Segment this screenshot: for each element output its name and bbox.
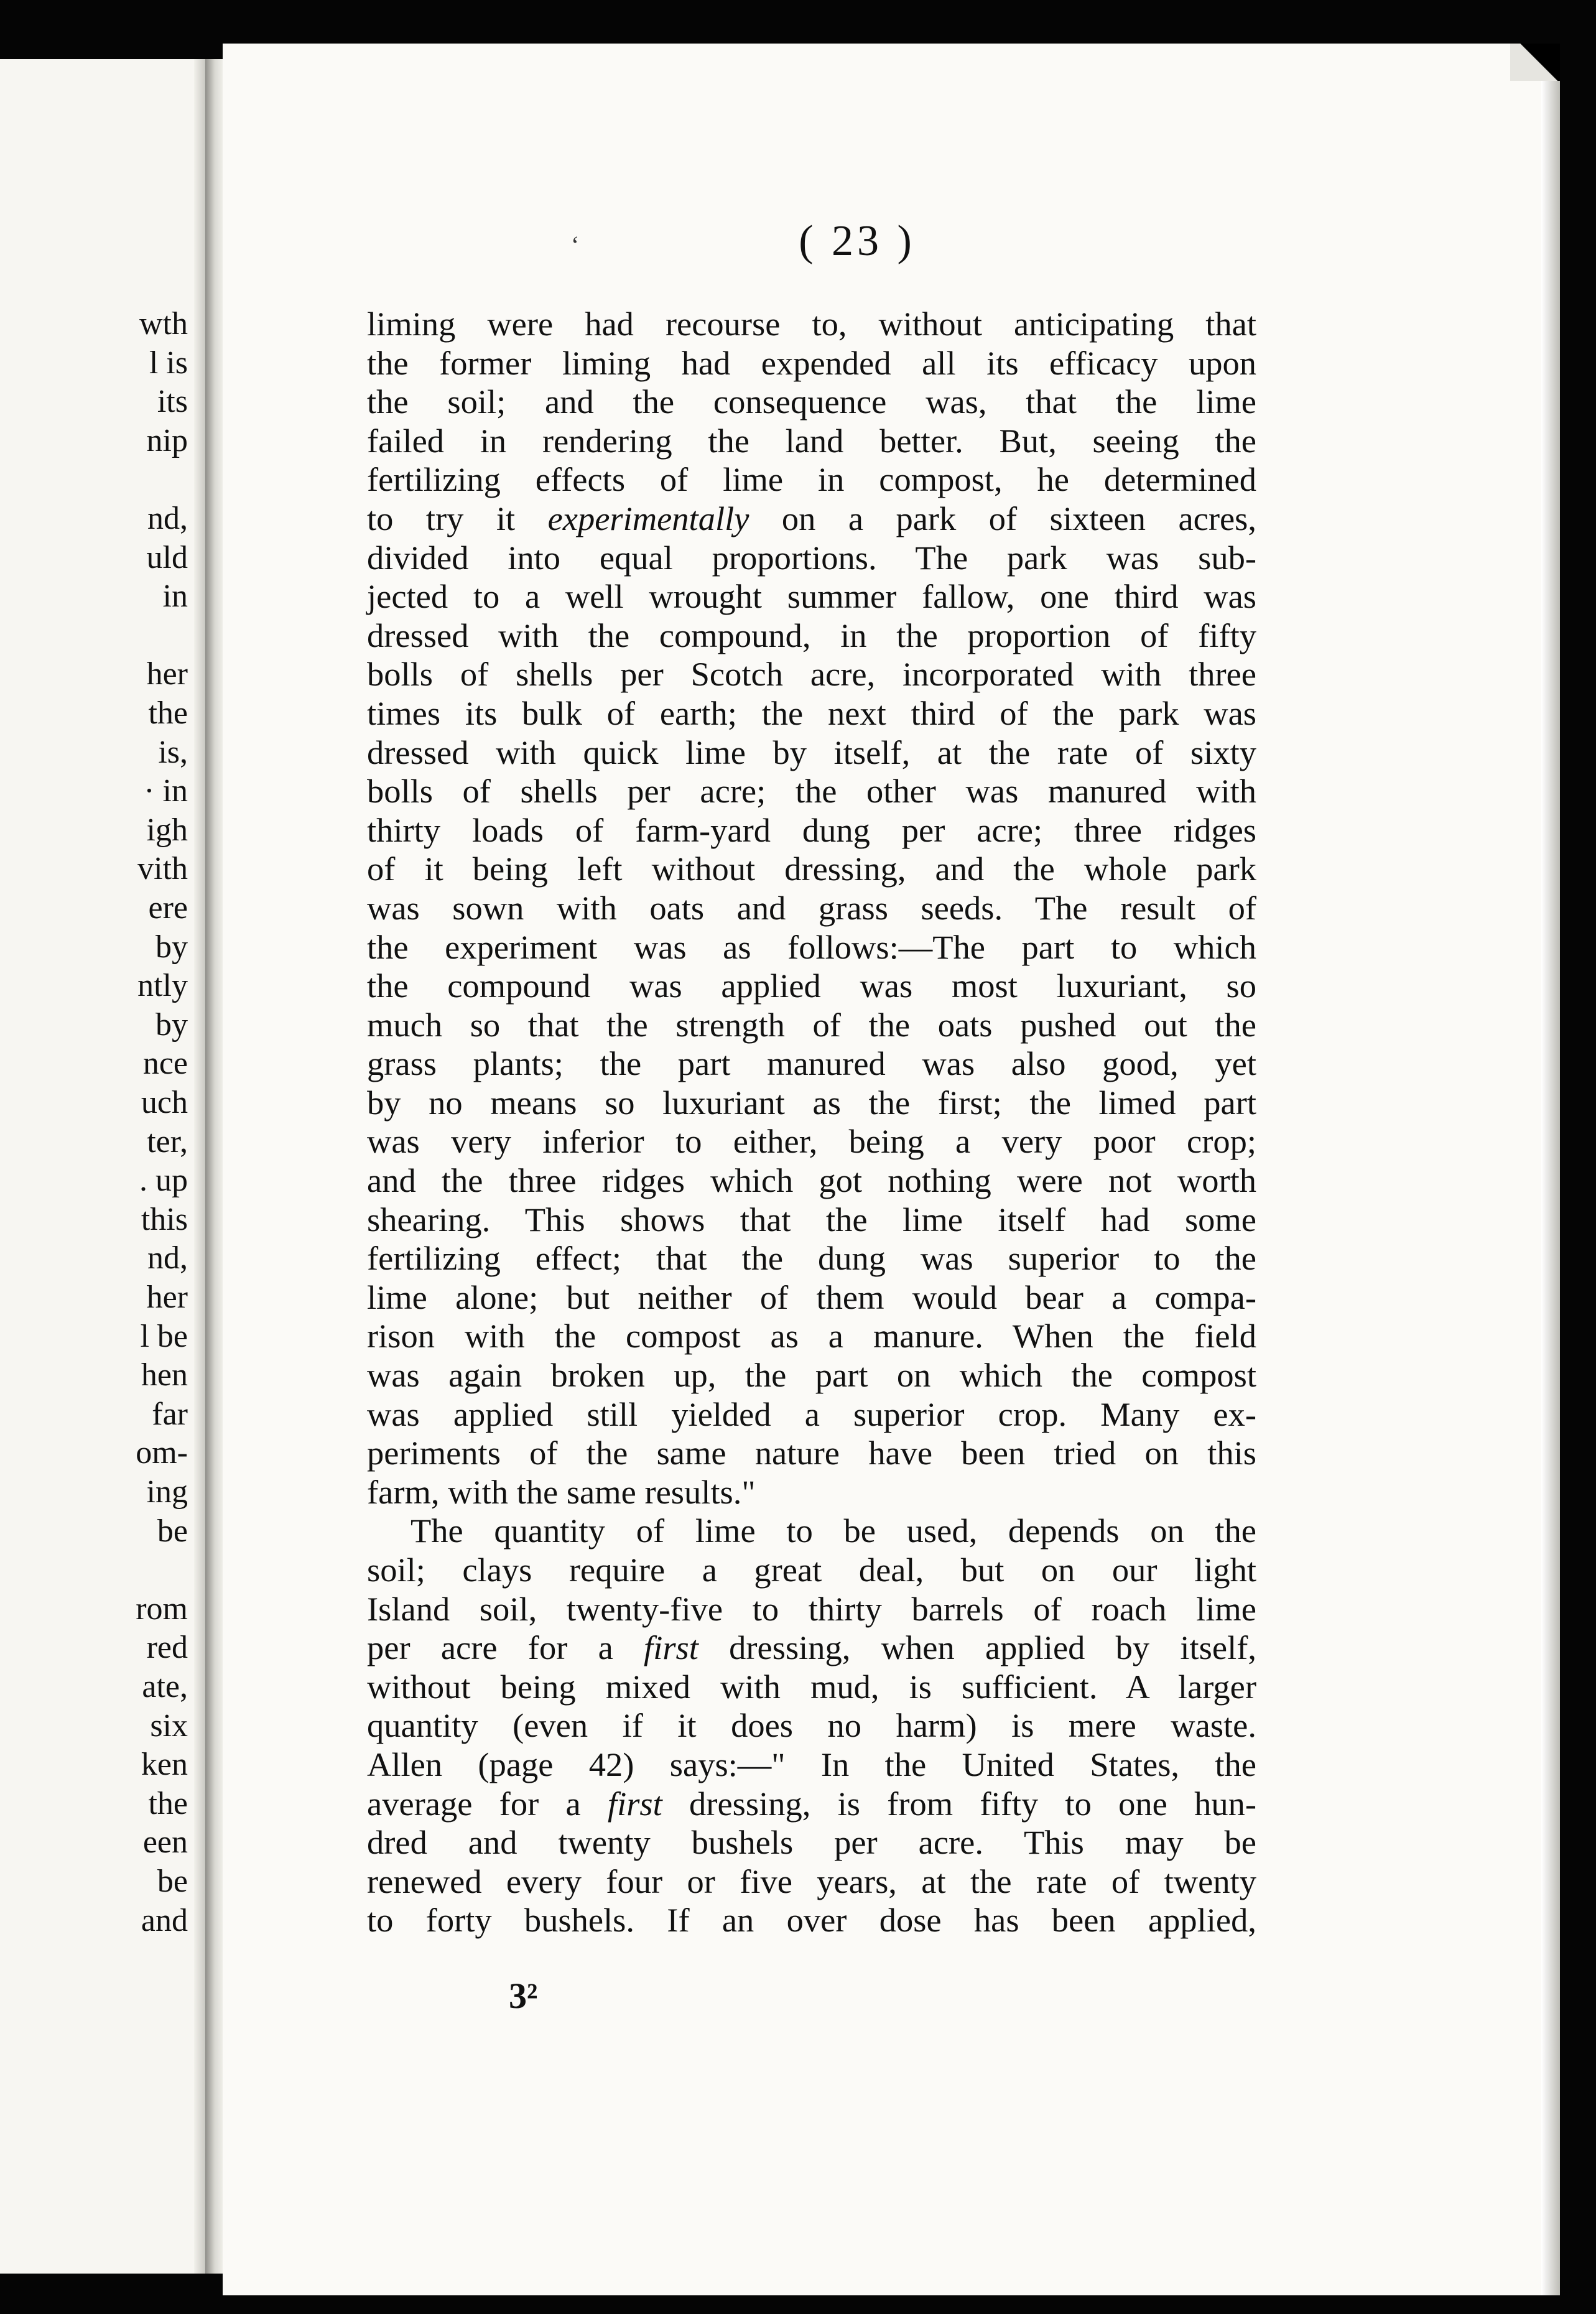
text-line: Allen (page 42) says:—" In the United States, the	[367, 1745, 1256, 1783]
left-page-fragment: its	[157, 384, 188, 420]
text-line: to try it experimentally on a park of sixteen acres,	[367, 499, 1256, 537]
text-line: periments of the same nature have been tried on this	[367, 1434, 1256, 1472]
body-text	[367, 305, 1256, 1940]
left-page-fragment: nd,	[147, 1240, 188, 1276]
text-line: the compound was applied was most luxuriant, so	[367, 967, 1256, 1005]
text-line: lime alone; but neither of them would bear a compa-	[367, 1278, 1256, 1316]
page-edge-shadow	[1541, 44, 1560, 2295]
text-line: much so that the strength of the oats pushed out the	[367, 1005, 1256, 1044]
left-page-fragment: the	[148, 695, 188, 731]
left-page-fragment: igh	[146, 812, 188, 848]
left-page-fragment: wth	[139, 306, 188, 342]
text-line: soil; clays require a great deal, but on our light	[367, 1551, 1256, 1589]
left-page-edge	[194, 59, 205, 2274]
text-line: bolls of shells per Scotch acre, incorporated with three	[367, 655, 1256, 694]
left-page-fragment: nd,	[147, 501, 188, 536]
left-page-fragment: ate,	[142, 1669, 188, 1704]
text-line: per acre for a first dressing, when applied by itself,	[367, 1629, 1256, 1667]
text-line: bolls of shells per acre; the other was manured with	[367, 772, 1256, 811]
left-page-fragment: rom	[136, 1591, 188, 1627]
text-line: without being mixed with mud, is sufficient. A larger	[367, 1667, 1256, 1706]
left-page-fragment: ing	[146, 1474, 188, 1510]
text-line: liming were had recourse to, without anticipating that	[367, 305, 1256, 343]
text-line: was very inferior to either, being a very poor crop;	[367, 1122, 1256, 1161]
text-line: fertilizing effect; that the dung was superior to the	[367, 1239, 1256, 1278]
left-page-fragment: this	[141, 1201, 188, 1237]
left-page-fragment: hen	[141, 1357, 188, 1393]
text-line: the soil; and the consequence was, that the lime	[367, 383, 1256, 421]
left-page-fragment: ken	[141, 1747, 188, 1783]
text-line: dressed with the compound, in the proportion of fifty	[367, 616, 1256, 654]
left-page-fragment: ere	[148, 890, 188, 926]
left-page-fragment: by	[155, 929, 188, 965]
text-line: dressed with quick lime by itself, at the rate of sixty	[367, 733, 1256, 771]
left-page-fragment: . up	[139, 1163, 188, 1199]
text-line: rison with the compost as a manure. When the field	[367, 1317, 1256, 1355]
left-page-fragment: ntly	[137, 968, 188, 1004]
book-gutter	[205, 59, 223, 2274]
left-page-fragment: nce	[142, 1046, 188, 1082]
left-page-fragment: her	[146, 656, 188, 692]
text-line: to forty bushels. If an over dose has been applied,	[367, 1901, 1256, 1940]
text-line: shearing. This shows that the lime itself had some	[367, 1200, 1256, 1238]
main-page	[223, 44, 1560, 2295]
text-line: was sown with oats and grass seeds. The result of	[367, 888, 1256, 927]
text-line: was applied still yielded a superior crop. Many ex-	[367, 1395, 1256, 1433]
text-line: fertilizing effects of lime in compost, he determined	[367, 460, 1256, 499]
left-page-fragment: be	[157, 1513, 188, 1549]
left-page-fragment: far	[152, 1396, 188, 1432]
text-line: the former liming had expended all its efficacy upon	[367, 343, 1256, 382]
left-page-fragment: een	[142, 1824, 188, 1861]
left-page-fragment: in	[162, 578, 188, 615]
text-line: quantity (even if it does no harm) is mere waste.	[367, 1706, 1256, 1745]
text-line: divided into equal proportions. The park was sub-	[367, 538, 1256, 577]
text-line: times its bulk of earth; the next third of the park was	[367, 694, 1256, 732]
left-page-fragment: uch	[141, 1085, 188, 1120]
text-line: farm, with the same results."	[367, 1472, 756, 1511]
folded-corner	[1510, 44, 1560, 81]
text-line: failed in rendering the land better. But, seeing the	[367, 421, 1256, 460]
paragraph-start-line: The quantity of lime to be used, depends on the	[411, 1512, 1256, 1550]
text-line: average for a first dressing, is from fifty to one hun-	[367, 1784, 1256, 1823]
text-line: and the three ridges which got nothing were not worth	[367, 1161, 1256, 1200]
left-page-fragment: her	[146, 1280, 188, 1315]
text-line: grass plants; the part manured was also good, yet	[367, 1044, 1256, 1083]
tick-mark: ‘	[571, 231, 580, 259]
left-page-fragment: red	[146, 1630, 188, 1666]
left-page-fragment: be	[157, 1864, 188, 1899]
left-page-fragment: l is	[149, 345, 188, 381]
signature-mark: 3²	[509, 1976, 538, 2016]
left-page-fragment: ter,	[147, 1123, 188, 1159]
left-page-fragment: is,	[158, 734, 188, 770]
text-line: Island soil, twenty-five to thirty barrels of roach lime	[367, 1589, 1256, 1628]
text-line: of it being left without dressing, and the whole park	[367, 850, 1256, 888]
left-page-fragment: · in	[144, 773, 188, 809]
text-line: by no means so luxuriant as the first; the limed part	[367, 1083, 1256, 1122]
left-page-fragment: nip	[146, 422, 188, 458]
left-page-fragment: vith	[137, 851, 188, 887]
left-page-fragment: l be	[140, 1318, 188, 1354]
text-line: was again broken up, the part on which the compost	[367, 1356, 1256, 1395]
left-page-fragment: uld	[146, 539, 188, 575]
text-line: renewed every four or five years, at the rate of twenty	[367, 1862, 1256, 1900]
text-line: the experiment was as follows:—The part to which	[367, 927, 1256, 966]
text-line: dred and twenty bushels per acre. This may be	[367, 1823, 1256, 1862]
left-facing-page	[0, 59, 205, 2274]
left-page-fragment: six	[150, 1708, 188, 1744]
left-page-fragment: by	[155, 1006, 188, 1043]
left-page-fragment: the	[148, 1785, 188, 1821]
left-page-fragment: and	[141, 1902, 188, 1938]
left-page-fragment: om-	[136, 1435, 188, 1471]
page-number: ( 23 )	[799, 217, 916, 265]
text-line: jected to a well wrought summer fallow, one third was	[367, 577, 1256, 616]
text-line: thirty loads of farm-yard dung per acre; three ridges	[367, 811, 1256, 849]
